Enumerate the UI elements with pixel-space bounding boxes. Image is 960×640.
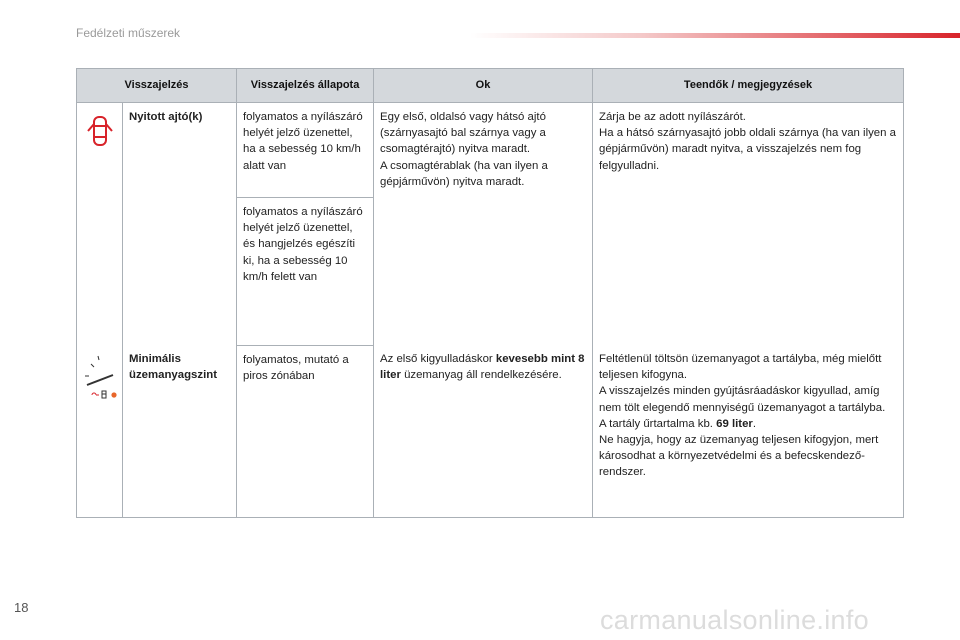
table-row (77, 103, 904, 198)
watermark: carmanualsonline.info (600, 605, 869, 635)
open-door-warning-icon (85, 113, 115, 154)
table-header-row (77, 69, 904, 103)
signal-name-open-door: Nyitott ajtó(k) (123, 103, 237, 346)
column-header-action: Teendők / megjegyzések (593, 69, 904, 103)
cause-open-door: Egy első, oldalsó vagy hátsó ajtó (szárnyasajtó bal szárnya vagy a csomagtérajtó) nyitva maradt. A csomagtérablak (ha van ilyen a gépjárművön) nyitva maradt. (374, 103, 593, 346)
tank-capacity: 69 liter (716, 417, 753, 430)
header-accent-line (470, 33, 960, 38)
signal-name-low-fuel: Minimális üzemanyagszint (123, 345, 237, 518)
action-low-fuel (593, 345, 904, 518)
cause-text: Az első kigyulladáskor (380, 353, 496, 365)
state-low-fuel: folyamatos, mutató a piros zónában (237, 345, 374, 518)
fuel-icon-cell (77, 345, 123, 518)
state-open-door-high-speed: folyamatos a nyílászáró helyét jelző üzenettel, és hangjelzés egészíti ki, ha a sebesség 10 km/h felett van (237, 198, 374, 346)
cause-low-fuel (374, 345, 593, 518)
warning-lights-table (76, 68, 904, 518)
column-header-signal: Visszajelzés (77, 69, 237, 103)
cause-emphasis: kevesebb mint 8 liter (380, 353, 585, 382)
action-text: Feltétlenül töltsön üzemanyagot a tartályba, még mielőtt teljesen kifogyna. A visszajelzés minden gyújtásráadáskor kigyullad, amíg nem tölt elegendő mennyiségű üzemanyagot a tartályba. A tartály űrtartalma kb. (599, 353, 886, 430)
cause-text-end: üzemanyag áll rendelkezésére. (400, 369, 562, 382)
fuel-gauge-icon (83, 355, 119, 408)
page-number: 18 (14, 600, 29, 615)
action-open-door: Zárja be az adott nyílászárót. Ha a hátsó szárnyasajtó jobb oldali szárnya (ha van ilyen a gépjárművön) maradt nyitva, a visszajelzés nem fog felgyulladni. (593, 103, 904, 346)
action-text-end: . Ne hagyja, hogy az üzemanyag teljesen kifogyjon, mert károsodhat a környezetvédelmi és a befecskendező-rendszer. (599, 417, 879, 479)
column-header-state: Visszajelzés állapota (237, 69, 374, 103)
table-row (77, 345, 904, 518)
section-title: Fedélzeti műszerek (76, 26, 181, 40)
state-open-door-low-speed: folyamatos a nyílászáró helyét jelző üzenettel, ha a sebesség 10 km/h alatt van (237, 103, 374, 198)
door-icon-cell (77, 103, 123, 346)
column-header-cause: Ok (374, 69, 593, 103)
